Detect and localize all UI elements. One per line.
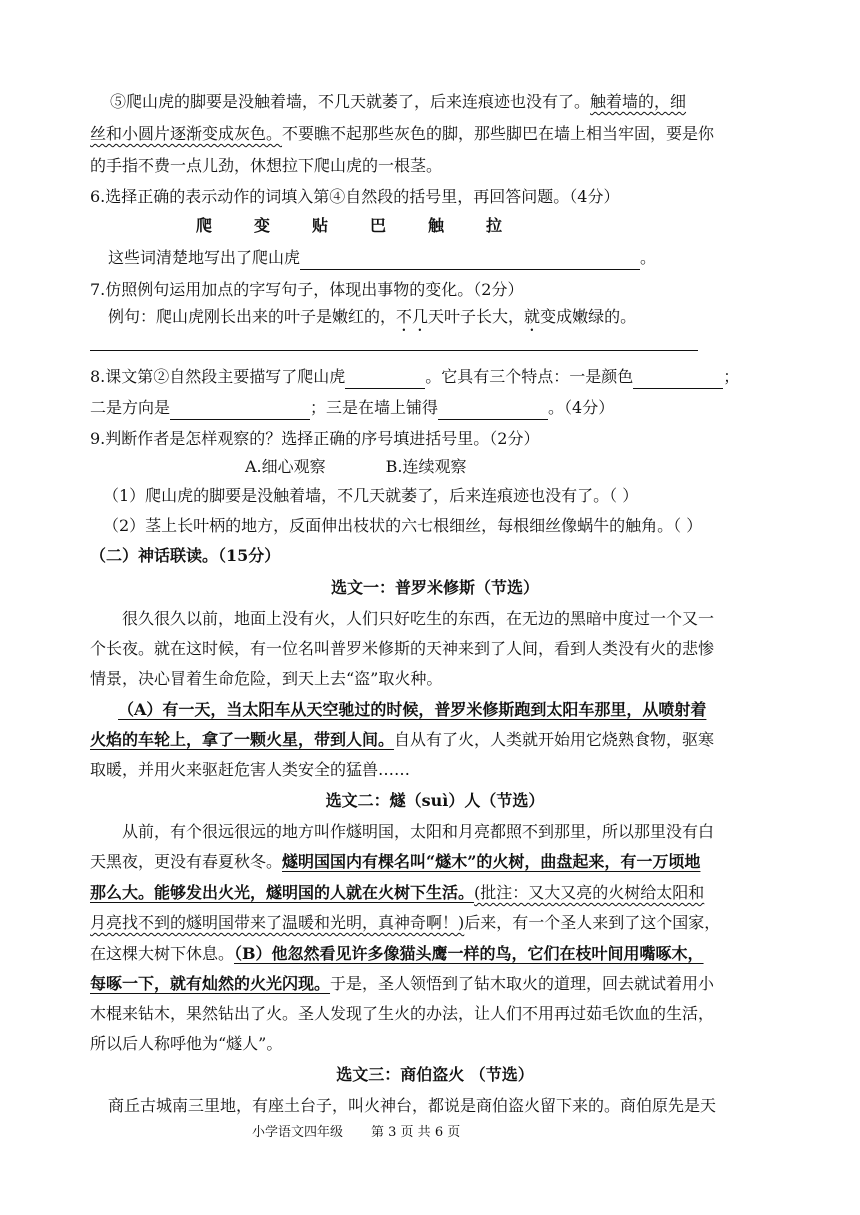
question-7-example: 例句：爬山虎刚长出来的叶子是嫩红的，不几天叶子长大，就变成嫩绿的。 bbox=[108, 307, 637, 326]
question-6-title: 6.选择正确的表示动作的词填入第④自然段的括号里，再回答问题。（4分） bbox=[90, 187, 620, 206]
text-3-title: 选文三：商伯盗火 （节选） bbox=[336, 1065, 534, 1084]
question-6-answer-line: 这些词清楚地写出了爬山虎 。 bbox=[108, 246, 798, 270]
word-choice: 贴 bbox=[312, 216, 329, 235]
word-choice: 触 bbox=[428, 216, 445, 235]
paragraph-5-line-1: ⑤爬山虎的脚要是没触着墙，不几天就萎了，后来连痕迹也没有了。触着墙的，细 bbox=[110, 92, 687, 111]
annotation-text: 月亮找不到的燧明国带来了温暖和光明，真神奇啊！) bbox=[90, 913, 465, 932]
text-2-line-3 bbox=[90, 881, 780, 905]
text-2-line-6: 每啄一下，就有灿然的火光闪现。于是，圣人领悟到了钻木取火的道理，回去就试着用小 bbox=[90, 974, 715, 993]
word-choice: 爬 bbox=[196, 216, 213, 235]
option-a: A.细心观察 bbox=[245, 457, 326, 476]
word-choice: 巴 bbox=[370, 216, 387, 235]
text-1-line-2: 个长夜。就在这时候，有一位名叫普罗米修斯的天神来到了人间，看到人类没有火的悲惨 bbox=[90, 639, 715, 658]
wavy-underlined-text: 触着墙的，细 bbox=[590, 92, 687, 111]
answer-blank[interactable] bbox=[438, 401, 548, 420]
text-3-line-1: 商丘古城南三里地，有座土台子，叫火神台，都说是商伯盗火留下来的。商伯原先是天 bbox=[108, 1096, 717, 1115]
dotted-characters: 就 bbox=[524, 307, 541, 326]
answer-blank[interactable] bbox=[300, 251, 640, 270]
question-9-title: 9.判断作者是怎样观察的？选择正确的序号填进括号里。（2分） bbox=[90, 429, 540, 448]
footer-page-number: 第 3 页 共 6 页 bbox=[371, 1125, 461, 1140]
answer-blank[interactable] bbox=[345, 370, 425, 389]
passage-b-line-1: （B）他忽然看见许多像猫头鹰一样的鸟，它们在枝叶间用嘴啄木， bbox=[234, 944, 704, 963]
bold-underlined-text: 燧明国国内有棵名叫“燧木”的火树，曲盘起来，有一万顷地 bbox=[282, 852, 701, 871]
text-1-title: 选文一：普罗米修斯（节选） bbox=[330, 578, 539, 597]
question-9-item-1: （1）爬山虎的脚要是没触着墙，不几天就萎了，后来连痕迹也没有了。（ ） bbox=[103, 486, 639, 505]
question-8-line-1: 8.课文第②自然段主要描写了爬山虎 。它具有三个特点：一是颜色 ； bbox=[90, 365, 790, 389]
text-1-line-5: 火焰的车轮上，拿了一颗火星，带到人间。自从有了火，人类就开始用它烧熟食物，驱寒 bbox=[90, 730, 715, 749]
option-b: B.连续观察 bbox=[385, 457, 467, 476]
dotted-characters: 不几 bbox=[396, 307, 429, 326]
annotation-text: (批注：又大又亮的火树给太阳和 bbox=[474, 883, 705, 902]
question-7-answer-line[interactable] bbox=[90, 350, 698, 351]
page-footer bbox=[252, 1124, 460, 1142]
text-2-line-2: 天黑夜，更没有春夏秋冬。燧明国国内有棵名叫“燧木”的火树，曲盘起来，有一万顷地 bbox=[90, 852, 701, 871]
text-1-line-3: 情景，决心冒着生命危险，到天上去“盗”取火种。 bbox=[90, 669, 443, 688]
text-2-line-7: 木棍来钻木，果然钻出了火。圣人发现了生火的办法，让人们不用再过茹毛饮血的生活， bbox=[90, 1004, 715, 1023]
text-2-line-8: 所以后人称呼他为“燧人”。 bbox=[90, 1034, 283, 1053]
text-1-line-6: 取暖，并用火来驱赶危害人类安全的猛兽…… bbox=[90, 760, 411, 779]
passage-a-line-2: 火焰的车轮上，拿了一颗火星，带到人间。 bbox=[90, 730, 395, 749]
answer-blank[interactable] bbox=[633, 370, 723, 389]
question-7-title: 7.仿照例句运用加点的字写句子，体现出事物的变化。（2分） bbox=[90, 280, 524, 299]
paragraph-5-line-3: 的手指不费一点儿劲，休想拉下爬山虎的一根茎。 bbox=[90, 156, 443, 175]
answer-blank[interactable] bbox=[170, 401, 310, 420]
text-2-line-1: 从前，有个很远很远的地方叫作燧明国，太阳和月亮都照不到那里，所以那里没有白 bbox=[122, 822, 715, 841]
word-choice: 变 bbox=[254, 216, 271, 235]
question-8-line-2: 二是方向是 ；三是在墙上铺得 。（4分） bbox=[90, 396, 780, 420]
bold-underlined-text: 那么大。能够发出火光，燧明国的人就在火树下生活。 bbox=[90, 883, 475, 902]
word-choices bbox=[196, 214, 616, 238]
text-2-line-5: 在这棵大树下休息。（B）他忽然看见许多像猫头鹰一样的鸟，它们在枝叶间用嘴啄木， bbox=[90, 944, 704, 963]
passage-b-line-2: 每啄一下，就有灿然的火光闪现。 bbox=[90, 974, 331, 993]
wavy-underlined-text: 丝和小圆片逐渐变成灰色。 bbox=[90, 124, 283, 143]
section-2-title: （二）神话联读。（15分） bbox=[90, 546, 281, 565]
passage-a-line-1: （A）有一天，当太阳车从天空驰过的时候，普罗米修斯跑到太阳车那里，从喷射着 bbox=[118, 700, 707, 719]
text-1-line-1: 很久很久以前，地面上没有火，人们只好吃生的东西，在无边的黑暗中度过一个又一 bbox=[122, 609, 715, 628]
text-2-title: 选文二：燧（suì）人（节选） bbox=[325, 791, 545, 810]
word-choice: 拉 bbox=[486, 216, 503, 235]
text-2-line-4: 月亮找不到的燧明国带来了温暖和光明，真神奇啊！)后来，有一个圣人来到了这个国家， bbox=[90, 913, 721, 932]
question-9-item-2: （2）茎上长叶柄的地方，反面伸出枝状的六七根细丝，每根细丝像蜗牛的触角。（ ） bbox=[103, 516, 703, 535]
question-9-options bbox=[245, 455, 545, 479]
paragraph-5-line-2: 丝和小圆片逐渐变成灰色。不要瞧不起那些灰色的脚，那些脚巴在墙上相当牢固，要是你 bbox=[90, 124, 715, 143]
footer-grade: 小学语文四年级 bbox=[252, 1125, 344, 1140]
